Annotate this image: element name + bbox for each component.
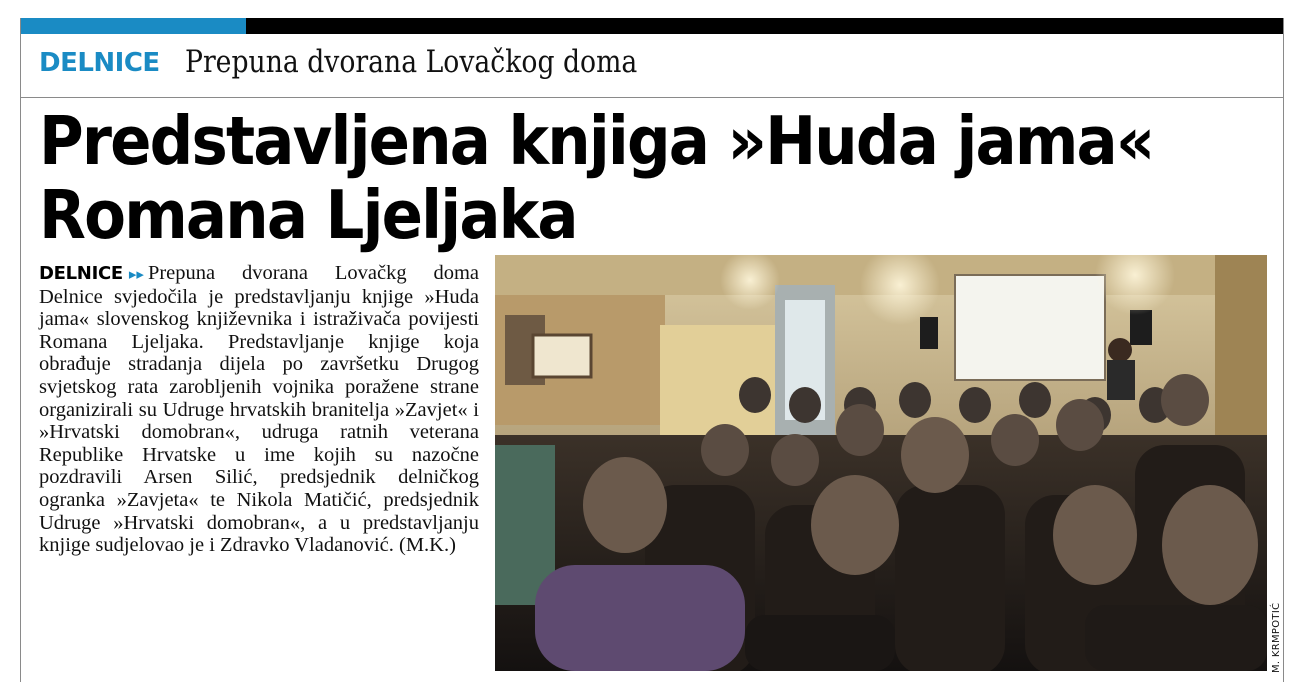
kicker-label: DELNICE <box>39 48 160 78</box>
top-bar <box>246 18 1283 34</box>
headline-line-2: Romana Ljeljaka <box>39 176 577 254</box>
kicker-row <box>21 34 1283 98</box>
article-body <box>39 262 479 557</box>
double-arrow-icon: ▸▸ <box>128 265 144 283</box>
dateline: DELNICE <box>39 263 123 284</box>
photo-credit: M. KRMPOTIĆ <box>1271 602 1282 673</box>
article-frame <box>20 18 1284 682</box>
event-photo <box>495 255 1267 671</box>
headline-line-1: Predstavljena knjiga »Huda jama« <box>39 102 1154 180</box>
article-body-text: Prepuna dvorana Lovačkg doma Delnice svjedočila je predstavljanju knjige »Huda jama« slovenskog književnika i istraživača povijesti Romana Ljeljaka. Predstavljanje knjige koja obrađuje stradanja dijela po završetku Drugog svjetskog rata zarobljenih vojnika poražene strane organizirali su Udruge hrvatskih branitelja »Zavjet« i »Hrvatski domobran«, udruga ratnih veterana Republike Hrvatske u ime kojih su nazočne pozdravili Arsen Silić, predsjednik delničkog ogranka »Zavjeta« te Nikola Matičić, predsjednik Udruge »Hrvatski domobran«, a u predstavljanju knjige sudjelovao je i Zdravko Vladanović. (M.K.) <box>39 262 479 557</box>
headline <box>39 104 1167 252</box>
top-bar-accent <box>21 18 246 34</box>
audience-photo-illustration <box>495 255 1267 671</box>
kicker-text: Prepuna dvorana Lovačkog doma <box>185 44 638 80</box>
